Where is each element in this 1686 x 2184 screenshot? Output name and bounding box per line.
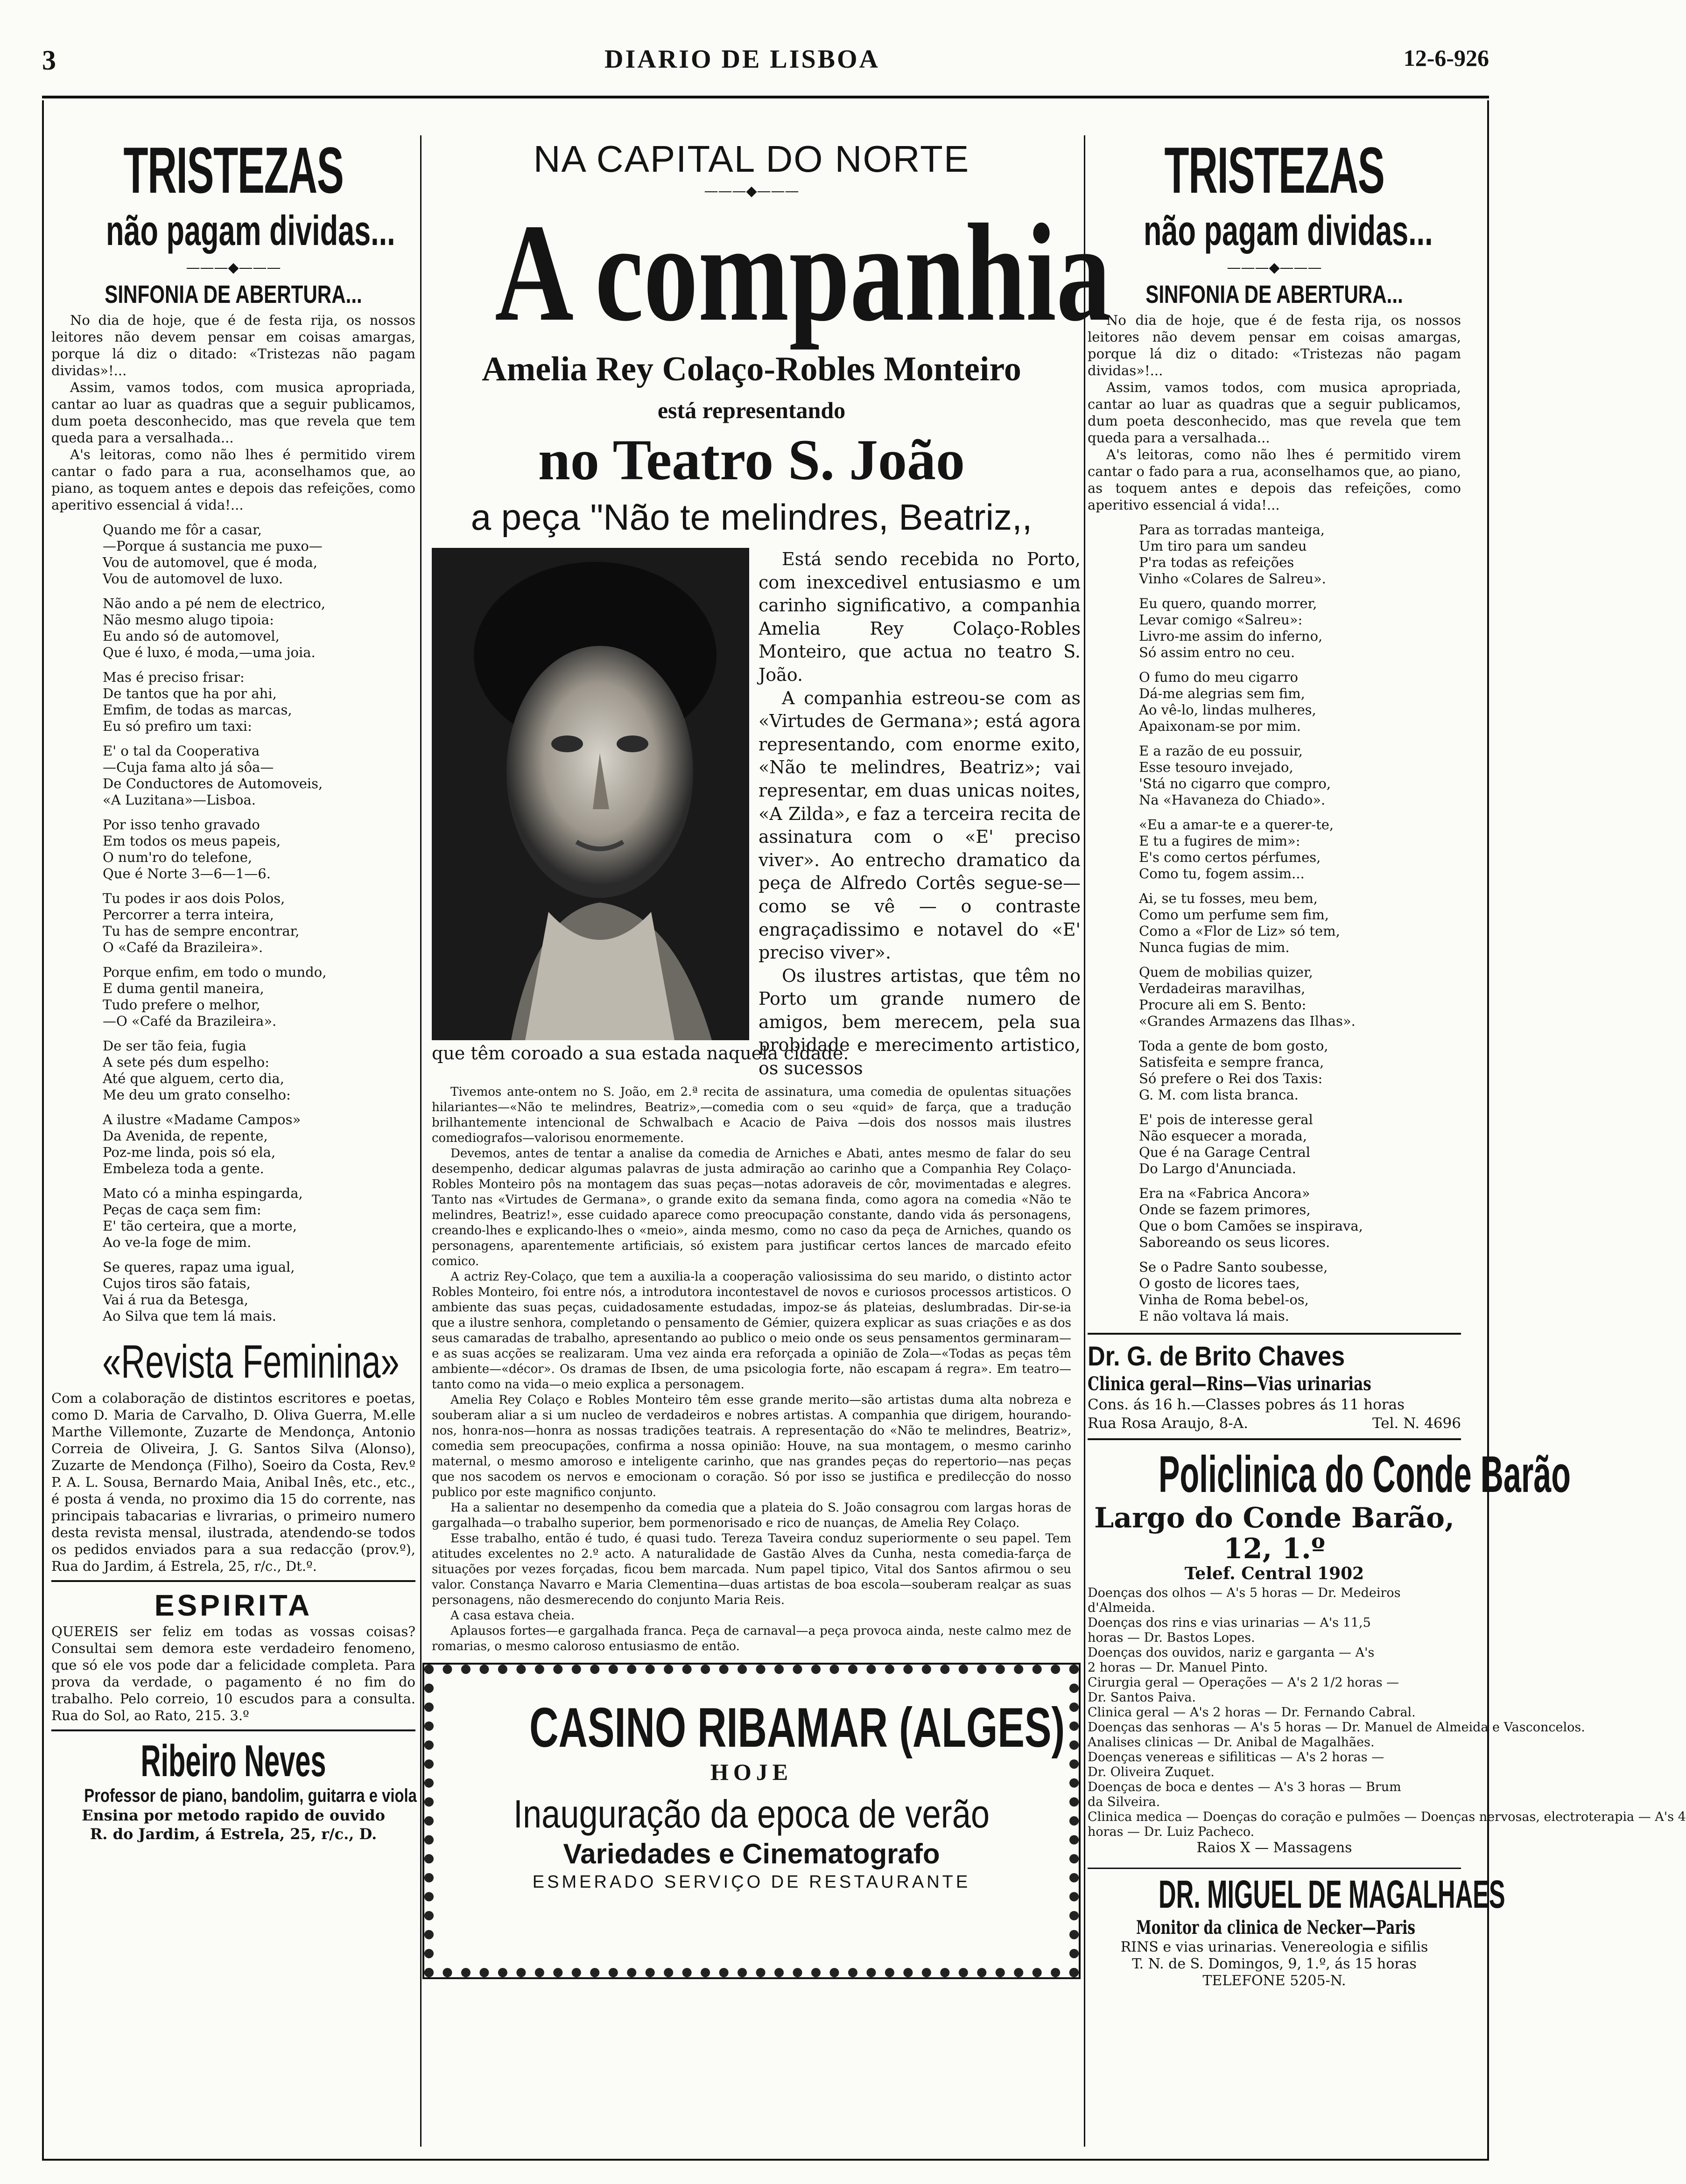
verse-line: Da Avenida, de repente,	[103, 1128, 268, 1144]
verse-stanza	[1139, 817, 1461, 882]
newspaper-title: DIARIO DE LISBOA	[604, 45, 880, 74]
verse-line: E' pois de interesse geral	[1139, 1112, 1313, 1127]
review-paragraph: A casa estava cheia.	[450, 1609, 575, 1623]
magalhaes-address: T. N. de S. Domingos, 9, 1.º, ás 15 horas	[1132, 1956, 1417, 1972]
tristezas-subtitle: não pagam dividas...	[1144, 208, 1433, 254]
headline-connector: está representando	[657, 397, 846, 423]
masthead-rule	[42, 96, 1489, 98]
verse-line: Apaixonam-se por mim.	[1139, 718, 1301, 734]
brito-contact	[1088, 1414, 1461, 1433]
verse-line: Ao ve-la foge de mim.	[103, 1234, 252, 1250]
verse-stanza	[1139, 1038, 1461, 1103]
right-column	[1088, 133, 1686, 2156]
verse-line: Não ando a pé nem de electrico,	[103, 595, 326, 611]
verse-line: Não esquecer a morada,	[1139, 1128, 1307, 1144]
review-paragraph: Esse trabalho, então é tudo, é quasi tudo. Tereza Taveira conduz superiormente o seu papel. Tem atitudes excelentes no 2.º acto. A naturalidade de Gastão Alves da Cunha, nesta comedia-farça de situações por vezes forçadas, ficou bem marcada. Num papel tipico, Vital dos Santos afirmou o seu valor. Constança Navarro e Maria Clementina—duas artistas de boa escola—souberam realçar as suas personagens, não desmerecendo do conjunto Maria Reis.	[432, 1532, 1071, 1607]
company-names: Amelia Rey Colaço-Robles Monteiro	[482, 350, 1021, 388]
verse-line: Esse tesouro invejado,	[1139, 759, 1293, 775]
verse-line: A sete pés dum espelho:	[103, 1054, 269, 1070]
service-line: Doenças dos rins e vias urinarias — A's 11,5	[1088, 1616, 1371, 1630]
verse-line: Que é Norte 3—6—1—6.	[103, 866, 271, 882]
column-divider	[1084, 135, 1085, 2147]
intro-paragraph: Assim, vamos todos, com musica apropriada, cantar ao luar as quadras que a seguir publicamos, dum poeta desconhecido, mas que revela que tem queda para a versalhada...	[51, 379, 415, 446]
verse-stanza	[103, 1112, 415, 1177]
verse-line: E duma gentil maneira,	[103, 980, 264, 996]
service-line: Dr. Santos Paiva.	[1088, 1690, 1196, 1705]
verse-list	[1088, 522, 1461, 1324]
verse-line: E' o tal da Cooperativa	[103, 743, 260, 759]
intro-paragraph: A's leitoras, como não lhes é permitido virem cantar o fado para a rua, aconselhamos que, ao piano, as toquem antes e depois das refeições, como aperitivo essencial á vida!...	[1088, 447, 1461, 513]
service-line: Doenças dos ouvidos, nariz e garganta — A's	[1088, 1645, 1375, 1660]
verse-line: Quando me fôr a casar,	[103, 522, 262, 538]
verse-stanza	[103, 595, 415, 661]
intro-paragraph: Assim, vamos todos, com musica apropriada, cantar ao luar as quadras que a seguir publicamos, dum poeta desconhecido, mas que revela que tem queda para a versalhada...	[1088, 379, 1461, 446]
policlinica-xray: Raios X — Massagens	[1196, 1840, 1352, 1856]
verse-stanza	[1139, 743, 1461, 808]
verse-line: Vinho «Colares de Salreu».	[1139, 571, 1326, 587]
magalhaes-telephone: TELEFONE 5205-N.	[1202, 1973, 1346, 1989]
divider	[51, 1729, 415, 1731]
policlinica-address: Largo do Conde Barão, 12, 1.º	[1094, 1502, 1454, 1565]
verse-line: Na «Havaneza do Chiado».	[1139, 792, 1326, 808]
verse-line: Até que alguem, certo dia,	[103, 1071, 284, 1086]
divider	[1088, 1438, 1461, 1440]
masthead	[42, 44, 1489, 77]
divider	[1088, 1333, 1461, 1335]
verse-line: Me deu um grato conselho:	[103, 1087, 291, 1103]
verse-line: Levar comigo «Salreu»:	[1139, 612, 1303, 628]
verse-line: Quem de mobilias quizer,	[1139, 964, 1313, 980]
verse-line: Era na «Fabrica Ancora»	[1139, 1185, 1310, 1201]
service-line: Doenças dos olhos — A's 5 horas — Dr. Medeiros	[1088, 1586, 1401, 1600]
verse-list	[51, 522, 415, 1324]
verse-line: De ser tão feia, fugia	[103, 1038, 246, 1054]
verse-line: —Porque á sustancia me puxo—	[103, 538, 323, 554]
left-column	[51, 135, 415, 2156]
casino-ad-content	[443, 1683, 1065, 1959]
verse-line: Mas é preciso frisar:	[103, 669, 245, 685]
verse-line: «Grandes Armazens das Ilhas».	[1139, 1013, 1356, 1029]
verse-line: Tudo prefere o melhor,	[103, 997, 260, 1013]
verse-line: Vai á rua da Betesga,	[103, 1292, 248, 1308]
verse-line: De tantos que ha por ahi,	[103, 686, 277, 701]
article-headline: A companhia	[495, 195, 1111, 350]
magalhaes-name: DR. MIGUEL DE MAGALHAES	[1159, 1872, 1505, 1916]
verse-line: Eu quero, quando morrer,	[1139, 595, 1317, 611]
verse-line: O num'ro do telefone,	[103, 849, 253, 865]
page-number: 3	[42, 45, 56, 76]
service-line: da Silveira.	[1088, 1795, 1160, 1809]
casino-ad	[422, 1663, 1081, 1979]
verse-line: Por isso tenho gravado	[103, 817, 260, 833]
verse-line: Para as torradas manteiga,	[1139, 522, 1325, 538]
verse-stanza	[103, 743, 415, 808]
ribeiro-address: R. do Jardim, á Estrela, 25, r/c., D.	[90, 1825, 377, 1843]
casino-title: CASINO RIBAMAR (ALGES)	[529, 1696, 1065, 1759]
verse-line: O fumo do meu cigarro	[1139, 669, 1298, 685]
verse-line: Nunca fugias de mim.	[1139, 939, 1290, 955]
ornament-divider: ———◆———	[1227, 259, 1322, 276]
issue-date: 12-6-926	[1403, 45, 1489, 71]
theatre-name: no Teatro S. João	[538, 428, 965, 492]
review-paragraph: Devemos, antes de tentar a analise da comedia de Arniches e Abati, antes mesmo de falar do seu desempenho, dedicar algumas palavras de justa admiração ao carinho que a Companhia Rey Colaço-Robles Monteiro pôs na montagem das suas peças—notas adoraveis de côr, movimentadas e alegres. Tanto nas «Virtudes de Germana», o grande exito da semana finda, como agora na comedia «Não te melindres, Beatriz!», esse cuidado aparece como preocupação constante, dando vida ás personagens, creando-lhes e explicando-lhes o «meio», ainda mesmo, como no caso da peça de Arniches, quando os personagens, aparentemente artificiais, só existem para justificar certos lances de marcado efeito comico.	[432, 1147, 1071, 1268]
verse-line: Não mesmo alugo tipoia:	[103, 612, 274, 628]
tristezas-title: TRISTEZAS	[1164, 133, 1384, 207]
verse-line: «Eu a amar-te e a querer-te,	[1139, 817, 1334, 833]
verse-line: E não voltava lá mais.	[1139, 1308, 1289, 1324]
verse-stanza	[103, 817, 415, 882]
verse-line: —O «Café da Brazileira».	[103, 1013, 277, 1029]
verse-line: Ai, se tu fosses, meu bem,	[1139, 890, 1318, 906]
verse-line: Tu podes ir aos dois Polos,	[103, 890, 285, 906]
ribeiro-role: Professor de piano, bandolim, guitarra e viola	[84, 1785, 417, 1806]
article-kicker: NA CAPITAL DO NORTE	[533, 138, 970, 180]
verse-line: Um tiro para um sandeu	[1139, 538, 1307, 554]
intro-paragraph: No dia de hoje, que é de festa rija, os nossos leitores não devem pensar em coisas amargas, porque lá diz o ditado: «Tristezas não pagam dividas»!...	[51, 312, 415, 378]
review-paragraph: A actriz Rey-Colaço, que tem a auxilia-la a cooperação valiosissima do seu marido, o distinto actor Robles Monteiro, foi entre nós, a introdutora incontestavel de novos e curiosos processos artisticos. O ambiente das suas peças, cuidadosamente estudadas, impoz-se ás plateias, deslumbradas. Dir-se-ia que a ilustre senhora, completando o pensamento de Gémier, quizera explicar as suas criações e as dos seus camaradas de trabalho, apresentando ao publico o meio onde os seus pensamentos germinaram—e as suas acções se realizaram. Uma vez ainda era reforçada a opinião de Zola—«Todas as peças têm ambiente—«décor». Os dramas de Ibsen, de uma psicologia forte, não escapam á regra». Em teatro—tanto como na vida—o meio explica a personagem.	[432, 1270, 1071, 1392]
verse-line: Ao vê-lo, lindas mulheres,	[1139, 702, 1316, 718]
service-line: Doenças das senhoras — A's 5 horas — Dr. Manuel de Almeida e Vasconcelos.	[1088, 1720, 1585, 1735]
verse-line: Vinha de Roma bebel-os,	[1139, 1292, 1309, 1308]
verse-line: Em todos os meus papeis,	[103, 833, 281, 849]
espirita-body: QUEREIS ser feliz em todas as vossas coisas? Consultai sem demora este verdadeiro fenomeno, que só ele vos pode dar a felicidade completa. Para prova da verdade, o pagamento é no fim do trabalho. Pelo correio, 10 escudos para a consulta. Rua do Sol, ao Rato, 215. 3.º	[51, 1624, 415, 1723]
verse-stanza	[103, 1185, 415, 1251]
service-line: Dr. Oliveira Zuquet.	[1088, 1765, 1215, 1779]
verse-line: Vou de automovel de luxo.	[103, 571, 283, 587]
center-column	[422, 135, 1111, 2156]
magalhaes-ad	[1088, 1868, 1505, 1989]
verse-line: Onde se fazem primores,	[1139, 1202, 1311, 1218]
verse-stanza	[103, 1038, 415, 1103]
verse-line: Ao Silva que tem lá mais.	[103, 1308, 277, 1324]
magalhaes-credential: Monitor da clinica de Necker—Paris	[1136, 1917, 1415, 1939]
lead-paragraph: Os ilustres artistas, que têm no Porto um grande numero de amigos, bem merecem, pela sua probidade e merecimento artistico, os sucessos	[759, 965, 1081, 1079]
verse-line: E tu a fugires de mim»:	[1139, 833, 1300, 849]
casino-program: Variedades e Cinematografo	[563, 1838, 940, 1869]
tristezas-heading: SINFONIA DE ABERTURA...	[105, 280, 362, 308]
verse-stanza	[1139, 1259, 1461, 1324]
review-paragraph: Ha a salientar no desempenho da comedia que a plateia do S. João consagrou com largas horas de gargalhada—o trabalho superior, bem pormenorisado e rico de nuanças, de Amelia Rey Colaço.	[432, 1501, 1071, 1530]
verse-line: E's como certos pérfumes,	[1139, 849, 1321, 865]
intro-paragraph: A's leitoras, como não lhes é permitido virem cantar o fado para a rua, aconselhamos que, ao piano, as toquem antes e depois das refeições, como aperitivo essencial á vida!...	[51, 447, 415, 513]
verse-line: Verdadeiras maravilhas,	[1139, 980, 1306, 996]
ribeiro-method: Ensina por metodo rapido de ouvido	[82, 1806, 385, 1824]
verse-line: Eu ando só de automovel,	[103, 628, 280, 644]
service-line: 2 horas — Dr. Manuel Pinto.	[1088, 1660, 1268, 1675]
tristezas-heading: SINFONIA DE ABERTURA...	[1145, 280, 1403, 308]
verse-stanza	[1139, 522, 1461, 587]
portrait-image	[432, 548, 749, 1040]
verse-line: P'ra todas as refeições	[1139, 554, 1294, 570]
verse-line: Só assim entro no ceu.	[1139, 644, 1295, 660]
casino-service: ESMERADO SERVIÇO DE RESTAURANTE	[532, 1872, 971, 1892]
review-paragraph: Tivemos ante-ontem no S. João, em 2.ª recita de assinatura, uma comedia de opulentas situações hilariantes—«Não te melindres, Beatriz»,—comedia com o seu «quid» de farça, que a tradução brilhantemente intencional de Schwalbach e Acacio de Paiva —dois dos nossos mais ilustres comediografos—valorisou enormemente.	[432, 1085, 1071, 1145]
verse-line: Eu só prefiro um taxi:	[103, 718, 252, 734]
verse-line: Que o bom Camões se inspirava,	[1139, 1218, 1363, 1234]
column-divider	[420, 135, 422, 2147]
service-line: horas — Dr. Bastos Lopes.	[1088, 1631, 1255, 1645]
policlinica-title: Policlinica do Conde Barão	[1159, 1446, 1571, 1503]
verse-line: Procure ali em S. Bento:	[1139, 997, 1307, 1013]
verse-stanza	[1139, 890, 1461, 956]
verse-line: G. M. com lista branca.	[1139, 1087, 1299, 1103]
verse-stanza	[103, 669, 415, 735]
verse-line: Se queres, rapaz uma igual,	[103, 1259, 295, 1275]
espirita-title: ESPIRITA	[154, 1589, 313, 1622]
lead-paragraph: Está sendo recebida no Porto, com inexcedivel entusiasmo e um carinho significativo, a companhia Amelia Rey Colaço-Robles Monteiro, que actua no teatro S. João.	[759, 549, 1081, 685]
policlinica-services	[1088, 1586, 1686, 1840]
verse-line: E a razão de eu possuir,	[1139, 743, 1303, 759]
verse-line: —Cuja fama alto já sôa—	[103, 759, 274, 775]
ornament-divider: ———◆———	[704, 183, 799, 199]
service-line: Clinica geral — A's 2 horas — Dr. Fernando Cabral.	[1088, 1705, 1416, 1720]
divider	[51, 1580, 415, 1582]
verse-stanza	[1139, 1112, 1461, 1177]
tristezas-intro	[1088, 312, 1461, 513]
verse-stanza	[103, 1259, 415, 1324]
verse-line: Que é luxo, é moda,—uma joia.	[103, 644, 316, 660]
verse-line: Dá-me alegrias sem fim,	[1139, 686, 1305, 701]
casino-event: Inauguração da epoca de verão	[513, 1792, 990, 1836]
review-body	[432, 1085, 1071, 1654]
service-line: Clinica medica — Doenças do coração e pulmões — Doenças nervosas, electroterapia — A's 4	[1088, 1810, 1686, 1824]
verse-line: Porque enfim, em todo o mundo,	[103, 964, 327, 980]
portrait-photo	[432, 548, 749, 1040]
verse-line: Se o Padre Santo soubesse,	[1139, 1259, 1328, 1275]
tristezas-title: TRISTEZAS	[123, 133, 344, 207]
intro-paragraph: No dia de hoje, que é de festa rija, os nossos leitores não devem pensar em coisas amargas, porque lá diz o ditado: «Tristezas não pagam dividas»!...	[1088, 312, 1461, 378]
brito-name: Dr. G. de Brito Chaves	[1088, 1341, 1345, 1372]
verse-line: Satisfeita e sempre franca,	[1139, 1054, 1324, 1070]
lead-block	[422, 548, 1081, 1079]
verse-stanza	[1139, 595, 1461, 661]
verse-line: O gosto de licores taes,	[1139, 1275, 1300, 1291]
verse-line: «A Luzitana»—Lisboa.	[103, 792, 256, 808]
verse-line: De Conductores de Automoveis,	[103, 776, 323, 791]
tristezas-subtitle: não pagam dividas...	[106, 208, 395, 254]
service-line: Cirurgia geral — Operações — A's 2 1/2 horas —	[1088, 1675, 1399, 1690]
verse-line: O «Café da Brazileira».	[103, 939, 263, 955]
lead-paragraph: A companhia estreou-se com as «Virtudes de Germana»; está agora representando, com enorme exito, «Não te melindres, Beatriz»; vai representar, em duas unicas noites, «A Zilda», e faz a terceira recita de assinatura com o «E' preciso viver». Ao entrecho dramatico da peça de Alfredo Cortês segue-se—como se vê — o contraste engraçadissimo e notavel do «E' preciso viver».	[759, 687, 1081, 963]
verse-line: Saboreando os seus licores.	[1139, 1234, 1330, 1250]
verse-line: Como um perfume sem fim,	[1139, 907, 1329, 923]
verse-line: Poz-me linda, pois só ela,	[103, 1144, 276, 1160]
verse-line: Como tu, fogem assim...	[1139, 866, 1305, 882]
service-line: Analises clinicas — Dr. Anibal de Magalhães.	[1088, 1735, 1375, 1750]
service-line: horas — Dr. Luiz Pacheco.	[1088, 1825, 1255, 1839]
verse-line: Embeleza toda a gente.	[103, 1161, 264, 1176]
verse-stanza	[1139, 669, 1461, 735]
verse-line: Só prefere o Rei dos Taxis:	[1139, 1071, 1323, 1086]
brito-hours: Cons. ás 16 h.—Classes pobres ás 11 horas	[1088, 1396, 1405, 1413]
ribeiro-name: Ribeiro Neves	[140, 1736, 326, 1786]
casino-today: HOJE	[710, 1759, 793, 1785]
verse-line: Livro-me assim do inferno,	[1139, 628, 1323, 644]
verse-line: Que é na Garage Central	[1139, 1144, 1311, 1160]
verse-stanza	[1139, 1185, 1461, 1251]
brito-telephone: Tel. N. 4696	[1372, 1415, 1461, 1432]
lead-paragraphs	[759, 548, 1081, 1080]
revista-title: «Revista Feminina»	[102, 1336, 400, 1388]
lead-tail: que têm coroado a sua estada naquela cidade.	[432, 1043, 849, 1064]
verse-stanza	[103, 890, 415, 956]
verse-line: Vou de automovel, que é moda,	[103, 554, 317, 570]
review-paragraph: Aplausos fortes—e gargalhada franca. Peça de carnaval—a peça provoca ainda, neste calmo mez de romarias, o mesmo caloroso entusiasmo de então.	[432, 1624, 1071, 1653]
brito-address: Rua Rosa Araujo, 8-A.	[1088, 1415, 1248, 1432]
verse-line: Tu has de sempre encontrar,	[103, 923, 300, 939]
verse-line: A ilustre «Madame Campos»	[103, 1112, 301, 1127]
verse-line: Percorrer a terra inteira,	[103, 907, 274, 923]
verse-line: 'Stá no cigarro que compro,	[1139, 776, 1331, 791]
service-line: d'Almeida.	[1088, 1601, 1156, 1615]
service-line: Doenças venereas e sifiliticas — A's 2 horas —	[1088, 1750, 1384, 1764]
verse-line: Mato có a minha espingarda,	[103, 1185, 303, 1201]
verse-line: Emfim, de todas as marcas,	[103, 702, 292, 718]
verse-line: Do Largo d'Anunciada.	[1139, 1161, 1296, 1176]
verse-stanza	[103, 522, 415, 587]
verse-stanza	[1139, 964, 1461, 1029]
magalhaes-specialty: RINS e vias urinarias. Venereologia e sifilis	[1120, 1939, 1428, 1955]
tristezas-intro	[51, 312, 415, 513]
verse-line: E' tão certeira, que a morte,	[103, 1218, 297, 1234]
verse-line: Como a «Flor de Liz» só tem,	[1139, 923, 1340, 939]
policlinica-telephone: Telef. Central 1902	[1184, 1564, 1364, 1583]
ornament-divider: ———◆———	[186, 259, 281, 276]
play-title: a peça "Não te melindres, Beatriz,,	[471, 497, 1033, 538]
verse-line: Toda a gente de bom gosto,	[1139, 1038, 1328, 1054]
verse-line: Peças de caça sem fim:	[103, 1202, 261, 1218]
revista-body: Com a colaboração de distintos escritores e poetas, como D. Maria de Carvalho, D. Oliva Guerra, M.elle Marthe Villemonte, Zuzarte de Mendonça, Antonio Correia de Oliveira, J. G. Santos Silva (Alonso), Zuzarte de Mendonça (Filho), Soeiro da Costa, Rev.º P. A. L. Sousa, Bernardo Maia, Anibal Inês, etc., etc., é posta á venda, no proximo dia 15 do corrente, nas principais tabacarias e livrarias, o primeiro numero desta revista mensal, ilustrada, atendendo-se todos os pedidos enviados para a sua redacção (prov.º), Rua do Jardim, á Estrela, 25, r/c., Dt.º.	[51, 1390, 415, 1574]
brito-specialty: Clinica geral—Rins—Vias urinarias	[1088, 1373, 1371, 1395]
review-paragraph: Amelia Rey Colaço e Robles Monteiro têm esse grande merito—são artistas duma alta nobreza e souberam aliar a si um nucleo de verdadeiros e nobres artistas. A companhia que dirigem, hourando-nos, honra-nos—honra as nossas tradições teatrais. A representação do «Não te melindres, Beatriz», comedia sem preocupações, confirma a nossa opinião: Houve, na sua montagem, o mesmo carinho maternal, o mesmo amoroso e inteligente carinho, que nas grandes peças do repertorio—nas peças que nos sacodem os nervos e emocionam o coração. Só por isso se justifica e predilecção do nosso publico por este magnifico conjunto.	[432, 1393, 1071, 1499]
service-line: Doenças de boca e dentes — A's 3 horas — Brum	[1088, 1780, 1401, 1794]
verse-stanza	[103, 964, 415, 1029]
verse-line: Cujos tiros são fatais,	[103, 1275, 251, 1291]
